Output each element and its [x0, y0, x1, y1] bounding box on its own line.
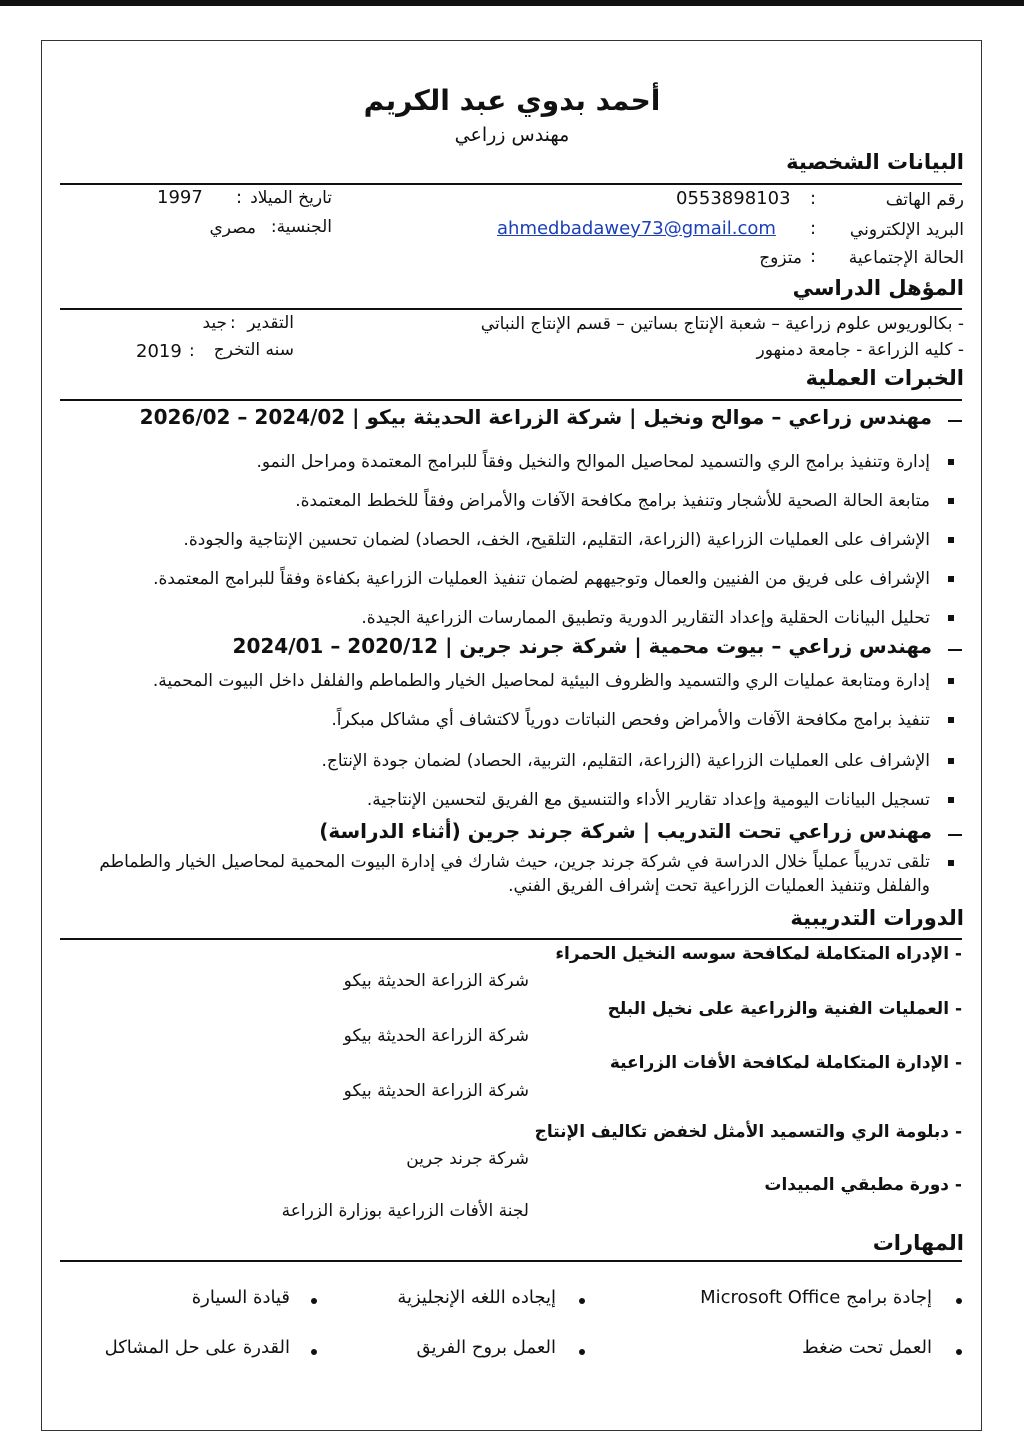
skills-heading: المهارات — [872, 1231, 964, 1255]
email-link[interactable]: ahmedbadawey73@gmail.com — [497, 218, 776, 239]
job-bullet: تسجيل البيانات اليومية وإعداد تقارير الأداء والتنسيق مع الفريق لتحسين الإنتاجية. — [90, 787, 956, 813]
course-name: - العمليات الفنية والزراعية على نخيل البلح — [607, 999, 962, 1019]
job-dash — [948, 649, 962, 651]
colon: : — [189, 341, 195, 361]
marital-label: الحالة الإجتماعية — [848, 248, 964, 268]
candidate-name: أحمد بدوي عبد الكريم — [363, 84, 661, 117]
personal-rule — [60, 183, 962, 185]
marital-value: متزوج — [759, 248, 802, 268]
courses-heading: الدورات التدريبية — [790, 906, 964, 930]
job-bullet: تحليل البيانات الحقلية وإعداد التقارير الدورية وتطبيق الممارسات الزراعية الجيدة. — [90, 605, 956, 631]
nationality-label: الجنسية: — [270, 217, 332, 237]
job-bullet: متابعة الحالة الصحية للأشجار وتنفيذ برامج مكافحة الآفات والأمراض وفقاً للخطط المعتمدة. — [90, 488, 956, 514]
candidate-title: مهندس زراعي — [454, 124, 570, 146]
colon: : — [230, 313, 236, 333]
job-bullet: تنفيذ برامج مكافحة الآفات والأمراض وفحص النباتات دورياً لاكتشاف أي مشاكل مبكراً. — [90, 707, 956, 733]
bullet-dot — [579, 1349, 585, 1355]
phone-value: 0553898103 — [676, 188, 791, 209]
colon: : — [236, 187, 243, 208]
education-degree: - بكالوريوس علوم زراعية – شعبة الإنتاج بساتين – قسم الإنتاج النباتي — [480, 314, 964, 334]
course-name: - الإدراه المتكاملة لمكافحة سوسه النخيل الحمراء — [555, 944, 962, 964]
nationality-value: مصري — [209, 218, 256, 238]
birth-label: تاريخ الميلاد — [250, 188, 332, 208]
skills-rule — [60, 1260, 962, 1262]
birth-value: 1997 — [157, 187, 203, 208]
experience-heading: الخبرات العملية — [805, 366, 964, 390]
grade-label: التقدير — [247, 313, 294, 333]
education-heading: المؤهل الدراسي — [792, 276, 964, 300]
job-title: مهندس زراعي – موالح ونخيل | شركة الزراعة الحديثة بيكو | 2024/02 – 2026/02 — [139, 405, 932, 429]
job-title: مهندس زراعي تحت التدريب | شركة جرند جرين (أثناء الدراسة) — [319, 819, 932, 843]
job-dash — [948, 834, 962, 836]
grade-value: جيد — [202, 313, 227, 333]
course-org: شركة الزراعة الحديثة بيكو — [343, 971, 529, 991]
skill-item: القدرة على حل المشاكل — [104, 1337, 290, 1358]
bullet-dot — [311, 1349, 317, 1355]
job-bullet: إدارة وتنفيذ برامج الري والتسميد لمحاصيل الموالح والنخيل وفقاً للبرامج المعتمدة ومراحل النمو. — [90, 449, 956, 475]
bullet-dot — [956, 1349, 962, 1355]
education-rule — [60, 308, 962, 310]
job-bullet: الإشراف على العمليات الزراعية (الزراعة، التقليم، التلقيح، الخف، الحصاد) لضمان تحسين الإنتاجية والجودة. — [90, 527, 956, 553]
course-org: شركة الزراعة الحديثة بيكو — [343, 1026, 529, 1046]
skill-item: إيجاده اللغه الإنجليزية — [397, 1287, 556, 1308]
job-bullet: الإشراف على العمليات الزراعية (الزراعة، التقليم، التربية، الحصاد) لضمان جودة الإنتاج. — [90, 748, 956, 774]
course-name: - دورة مطبقي المبيدات — [764, 1175, 962, 1195]
job-bullet: الإشراف على فريق من الفنيين والعمال وتوجيههم لضمان تنفيذ العمليات الزراعية بكفاءة وفقاً للبرامج المعتمدة. — [90, 566, 956, 592]
colon: : — [810, 246, 817, 267]
top-border — [0, 0, 1024, 6]
phone-label: رقم الهاتف — [885, 190, 964, 210]
skill-item: العمل تحت ضغط — [801, 1337, 932, 1358]
colon: : — [810, 218, 817, 239]
job-bullet: إدارة ومتابعة عمليات الري والتسميد والظروف البيئية لمحاصيل الخيار والطماطم والفلفل داخل البيوت المحمية. — [90, 668, 956, 694]
course-org: لجنة الأفات الزراعية بوزارة الزراعة — [281, 1201, 529, 1221]
education-college: - كليه الزراعة - جامعة دمنهور — [756, 340, 964, 360]
course-org: شركة الزراعة الحديثة بيكو — [343, 1081, 529, 1101]
email-label: البريد الإلكتروني — [849, 220, 964, 240]
job-bullet: تلقى تدريباً عملياً خلال الدراسة في شركة جرند جرين، حيث شارك في إدارة البيوت المحمية لمحاصيل الخيار والطماطم والفلفل وتنفيذ العمليات الزراعية تحت إشراف الفريق الفني. — [90, 850, 956, 898]
job-title: مهندس زراعي – بيوت محمية | شركة جرند جرين | 2020/12 – 2024/01 — [232, 634, 932, 658]
course-name: - الإدارة المتكاملة لمكافحة الأفات الزراعية — [609, 1053, 962, 1073]
bullet-dot — [579, 1298, 585, 1304]
grad-label: سنه التخرج — [213, 340, 294, 360]
grad-year: 2019 — [136, 341, 182, 362]
skill-item: إجادة برامج Microsoft Office — [700, 1287, 932, 1308]
colon: : — [810, 188, 817, 209]
bullet-dot — [311, 1298, 317, 1304]
courses-rule — [60, 938, 962, 940]
personal-heading: البيانات الشخصية — [786, 150, 964, 174]
course-name: - دبلومة الري والتسميد الأمثل لخفض تكاليف الإنتاج — [534, 1122, 962, 1142]
job-dash — [948, 420, 962, 422]
skill-item: قيادة السيارة — [191, 1287, 290, 1308]
experience-rule — [60, 399, 962, 401]
page-frame — [41, 40, 982, 1431]
skill-item: العمل بروح الفريق — [416, 1337, 556, 1358]
bullet-dot — [956, 1298, 962, 1304]
course-org: شركة جرند جرين — [406, 1149, 529, 1169]
